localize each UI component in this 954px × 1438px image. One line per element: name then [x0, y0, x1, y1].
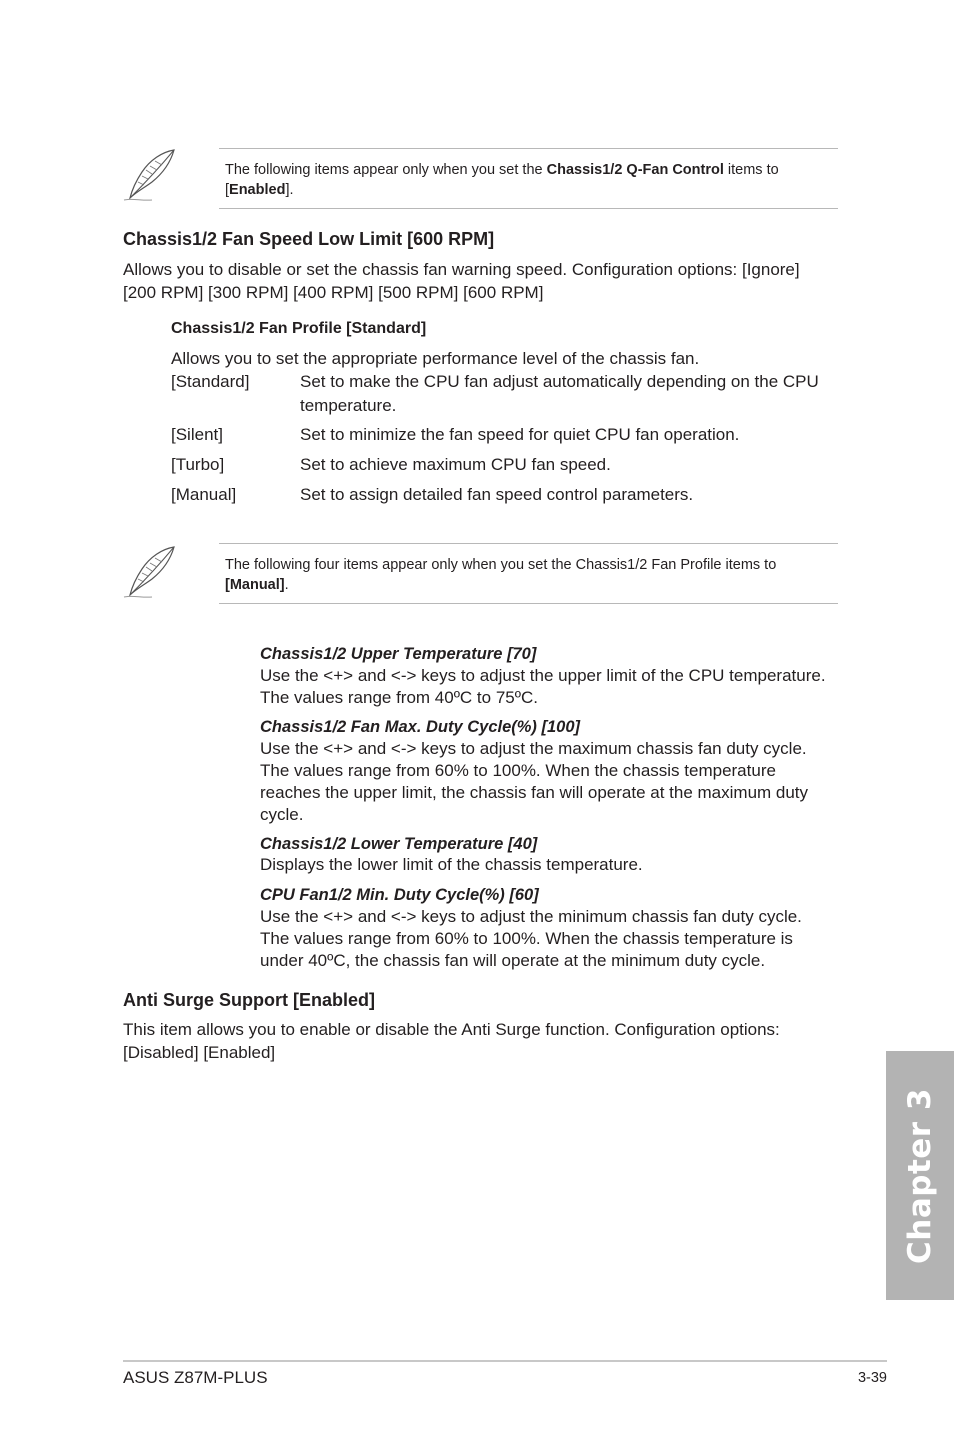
section-heading: Anti Surge Support [Enabled] — [123, 990, 375, 1010]
body-text: This item allows you to enable or disable the Anti Surge function. Configuration options: — [123, 1020, 780, 1039]
note-bottom-rule — [219, 603, 838, 604]
item-heading: CPU Fan1/2 Min. Duty Cycle(%) [60] — [260, 886, 539, 904]
body-text: Allows you to set the appropriate performance level of the chassis fan. — [171, 349, 700, 368]
feather-pen-icon — [122, 543, 180, 601]
item-description: Use the <+> and <-> keys to adjust the upper limit of the CPU temperature. The values range from 40ºC to 75ºC. — [260, 666, 826, 707]
option-definition: Set to minimize the fan speed for quiet CPU fan operation. — [300, 425, 740, 444]
note-text: The following items appear only when you set the Chassis1/2 Q-Fan Control items to [Enabled]. — [225, 162, 779, 198]
chapter-label: Chapter 3 — [902, 1087, 938, 1264]
option-definition: Set to make the CPU fan adjust automatically depending on the CPU temperature. — [300, 372, 819, 415]
section-heading: Chassis1/2 Fan Speed Low Limit [600 RPM] — [123, 229, 495, 249]
body-text: [Disabled] [Enabled] — [123, 1043, 276, 1062]
body-text: Allows you to disable or set the chassis fan warning speed. Configuration options: [Ignore] — [123, 260, 800, 279]
option-term: [Turbo] — [171, 455, 225, 474]
page-number: 3-39 — [857, 1370, 887, 1386]
option-term: [Silent] — [171, 425, 223, 444]
item-heading: Chassis1/2 Lower Temperature [40] — [260, 835, 538, 853]
footer-product-name: ASUS Z87M-PLUS — [123, 1368, 268, 1387]
option-term: [Standard] — [171, 372, 250, 391]
option-definition: Set to assign detailed fan speed control parameters. — [300, 485, 694, 504]
body-text: [200 RPM] [300 RPM] [400 RPM] [500 RPM] [600 RPM] — [123, 283, 544, 302]
note-bottom-rule — [219, 208, 838, 209]
note-top-rule — [219, 543, 838, 544]
feather-pen-icon — [122, 146, 180, 204]
item-heading: Chassis1/2 Fan Max. Duty Cycle(%) [100] — [260, 718, 581, 736]
item-heading: Chassis1/2 Upper Temperature [70] — [260, 645, 537, 663]
option-definition: Set to achieve maximum CPU fan speed. — [300, 455, 611, 474]
footer-rule — [123, 1360, 887, 1362]
option-term: [Manual] — [171, 485, 237, 504]
sub-heading: Chassis1/2 Fan Profile [Standard] — [171, 320, 427, 337]
item-description: Use the <+> and <-> keys to adjust the minimum chassis fan duty cycle. The values range from 60% to 100%. When the chassis temperature is under 40ºC, the chassis fan will operate at the minimum duty cycle. — [260, 907, 802, 970]
chapter-tab — [886, 1051, 954, 1300]
item-description: Use the <+> and <-> keys to adjust the maximum chassis fan duty cycle. The values range from 60% to 100%. When the chassis temperature reaches the upper limit, the chassis fan will operate at the maximum duty cycle. — [260, 739, 809, 824]
note-top-rule — [219, 148, 838, 149]
item-description: Displays the lower limit of the chassis temperature. — [260, 855, 643, 874]
note-text: The following four items appear only when you set the Chassis1/2 Fan Profile items to [Manual]. — [225, 557, 777, 593]
